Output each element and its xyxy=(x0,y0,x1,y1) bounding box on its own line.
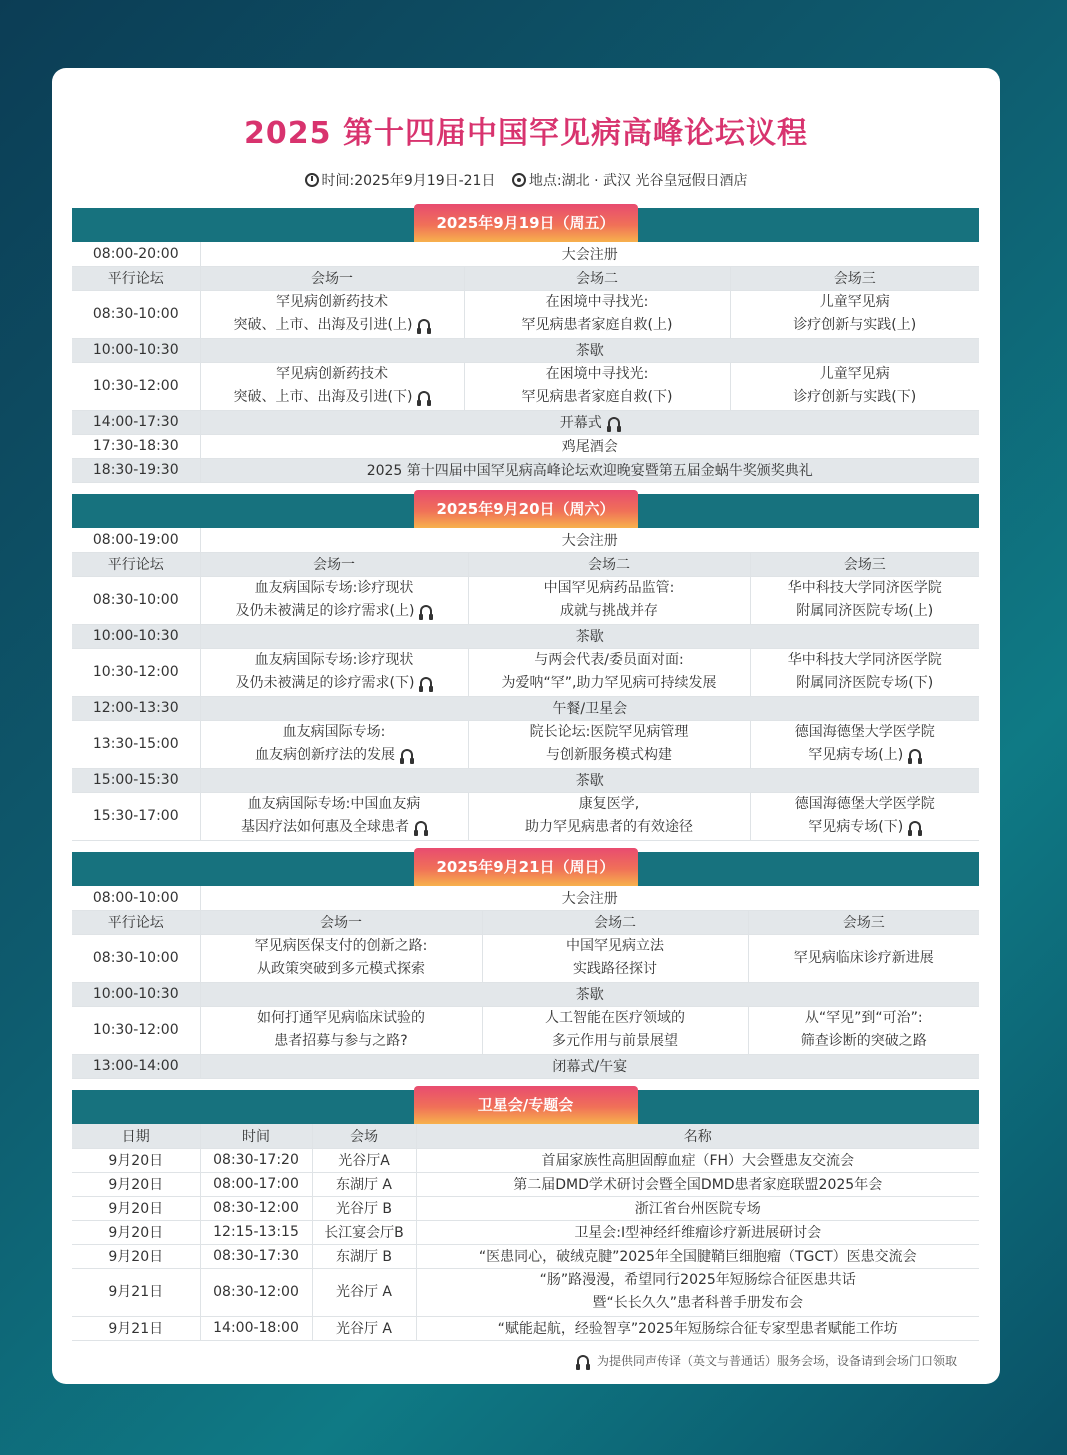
session-cell: 罕见病医保支付的创新之路: 从政策突破到多元模式探索 xyxy=(200,934,482,982)
event-time: 时间:2025年9月19日-21日 xyxy=(305,173,496,189)
day2-tag: 2025年9月20日（周六） xyxy=(414,490,638,528)
table-row: 9月20日 08:30-17:20 光谷厅A 首届家族性高胆固醇血症（FH）大会暨患友交流会 xyxy=(72,1148,979,1172)
time-cell: 14:00-17:30 xyxy=(72,410,200,434)
session-cell: 鸡尾酒会 xyxy=(200,434,979,458)
location-icon xyxy=(512,173,526,187)
header-cell: 会场一 xyxy=(200,266,464,290)
header-cell: 会场一 xyxy=(200,910,482,934)
header-cell: 会场一 xyxy=(200,552,468,576)
time-cell: 10:30-12:00 xyxy=(72,362,200,410)
session-cell: 血友病国际专场:诊疗现状 及仍未被满足的诊疗需求(上) xyxy=(200,576,468,624)
session-cell: 在困境中寻找光: 罕见病患者家庭自救(下) xyxy=(464,362,730,410)
header-cell: 会场 xyxy=(312,1124,416,1148)
day2-band xyxy=(72,494,979,528)
header-cell: 平行论坛 xyxy=(72,910,200,934)
break-cell: 茶歇 xyxy=(200,624,979,648)
footnote: 为提供同声传译（英文与普通话）服务会场，设备请到会场门口领取 xyxy=(72,1352,979,1369)
headphone-icon xyxy=(401,749,413,760)
table-row: 9月21日 14:00-18:00 光谷厅 A “赋能起航，经验智享”2025年短肠综合征专家型患者赋能工作坊 xyxy=(72,1316,979,1340)
header-cell: 名称 xyxy=(416,1124,979,1148)
session-cell: 华中科技大学同济医学院 附属同济医院专场(下) xyxy=(750,648,979,696)
day2-table xyxy=(72,528,979,841)
session-cell: 院长论坛:医院罕见病管理 与创新服务模式构建 xyxy=(468,720,750,768)
time-cell: 08:30-10:00 xyxy=(72,934,200,982)
header-cell: 时间 xyxy=(200,1124,312,1148)
session-cell: 与两会代表/委员面对面: 为爱呐“罕”,助力罕见病可持续发展 xyxy=(468,648,750,696)
time-cell: 08:00-10:00 xyxy=(72,886,200,910)
headphone-icon xyxy=(418,319,430,330)
headphone-icon xyxy=(909,821,921,832)
session-cell: 罕见病临床诊疗新进展 xyxy=(748,934,979,982)
session-cell: 康复医学, 助力罕见病患者的有效途径 xyxy=(468,792,750,840)
time-cell: 10:00-10:30 xyxy=(72,338,200,362)
session-cell: 德国海德堡大学医学院 罕见病专场(下) xyxy=(750,792,979,840)
time-cell: 10:30-12:00 xyxy=(72,648,200,696)
session-cell: 人工智能在医疗领域的 多元作用与前景展望 xyxy=(482,1006,748,1054)
time-cell: 15:00-15:30 xyxy=(72,768,200,792)
event-info xyxy=(52,170,1000,190)
day3-band xyxy=(72,852,979,886)
satellite-tag: 卫星会/专题会 xyxy=(414,1086,638,1124)
session-cell: 在困境中寻找光: 罕见病患者家庭自救(上) xyxy=(464,290,730,338)
headphone-icon xyxy=(415,821,427,832)
headphone-icon xyxy=(577,1355,589,1366)
day3-tag: 2025年9月21日（周日） xyxy=(414,848,638,886)
session-cell: 血友病国际专场:中国血友病 基因疗法如何惠及全球患者 xyxy=(200,792,468,840)
time-cell: 10:00-10:30 xyxy=(72,624,200,648)
header-cell: 会场二 xyxy=(482,910,748,934)
time-cell: 17:30-18:30 xyxy=(72,434,200,458)
headphone-icon xyxy=(909,749,921,760)
header-cell: 会场三 xyxy=(730,266,979,290)
header-cell: 会场三 xyxy=(750,552,979,576)
header-cell: 会场二 xyxy=(464,266,730,290)
break-cell: 茶歇 xyxy=(200,768,979,792)
event-place: 地点:湖北 · 武汉 光谷皇冠假日酒店 xyxy=(512,173,748,189)
time-cell: 13:30-15:00 xyxy=(72,720,200,768)
time-cell: 08:30-10:00 xyxy=(72,290,200,338)
session-cell: 血友病国际专场: 血友病创新疗法的发展 xyxy=(200,720,468,768)
header-cell: 会场二 xyxy=(468,552,750,576)
day1-tag: 2025年9月19日（周五） xyxy=(414,204,638,242)
session-cell: 大会注册 xyxy=(200,886,979,910)
session-cell: 大会注册 xyxy=(200,528,979,552)
header-cell: 平行论坛 xyxy=(72,266,200,290)
session-cell: 大会注册 xyxy=(200,242,979,266)
session-cell: 中国罕见病立法 实践路径探讨 xyxy=(482,934,748,982)
table-row: 9月20日 08:30-12:00 光谷厅 B 浙江省台州医院专场 xyxy=(72,1196,979,1220)
session-cell: 如何打通罕见病临床试验的 患者招募与参与之路? xyxy=(200,1006,482,1054)
session-cell: 中国罕见病药品监管: 成就与挑战并存 xyxy=(468,576,750,624)
time-cell: 10:30-12:00 xyxy=(72,1006,200,1054)
session-cell: 华中科技大学同济医学院 附属同济医院专场(上) xyxy=(750,576,979,624)
break-cell: 茶歇 xyxy=(200,338,979,362)
day1-band xyxy=(72,208,979,242)
headphone-icon xyxy=(418,391,430,402)
time-cell: 10:00-10:30 xyxy=(72,982,200,1006)
headphone-icon xyxy=(608,417,620,428)
satellite-table xyxy=(72,1124,979,1341)
day3-section xyxy=(72,852,979,1079)
time-cell: 08:00-20:00 xyxy=(72,242,200,266)
time-cell: 15:30-17:00 xyxy=(72,792,200,840)
time-cell: 08:00-19:00 xyxy=(72,528,200,552)
session-cell: 2025 第十四届中国罕见病高峰论坛欢迎晚宴暨第五届金蜗牛奖颁奖典礼 xyxy=(200,458,979,482)
break-cell: 午餐/卫星会 xyxy=(200,696,979,720)
table-row: 9月20日 08:30-17:30 东湖厅 B “医患同心，破绒克腱”2025年全国腱鞘巨细胞瘤（TGCT）医患交流会 xyxy=(72,1244,979,1268)
day3-table xyxy=(72,886,979,1079)
session-cell: 从“罕见”到“可治”: 筛查诊断的突破之路 xyxy=(748,1006,979,1054)
agenda-card xyxy=(52,68,1000,1384)
header-cell: 会场三 xyxy=(748,910,979,934)
time-cell: 18:30-19:30 xyxy=(72,458,200,482)
day1-section xyxy=(72,208,979,483)
headphone-icon xyxy=(420,605,432,616)
session-cell: 儿童罕见病 诊疗创新与实践(上) xyxy=(730,290,979,338)
session-cell: 闭幕式/午宴 xyxy=(200,1054,979,1078)
page-title: 2025 第十四届中国罕见病高峰论坛议程 xyxy=(244,116,808,151)
satellite-band xyxy=(72,1090,979,1124)
day1-table xyxy=(72,242,979,483)
table-row: 9月20日 12:15-13:15 长江宴会厅B 卫星会:I型神经纤维瘤诊疗新进展研讨会 xyxy=(72,1220,979,1244)
header-cell: 平行论坛 xyxy=(72,552,200,576)
satellite-section xyxy=(72,1090,979,1341)
time-cell: 08:30-10:00 xyxy=(72,576,200,624)
session-cell: 罕见病创新药技术 突破、上市、出海及引进(上) xyxy=(200,290,464,338)
session-cell: 开幕式 xyxy=(200,410,979,434)
day2-section xyxy=(72,494,979,841)
session-cell: 罕见病创新药技术 突破、上市、出海及引进(下) xyxy=(200,362,464,410)
session-cell: 儿童罕见病 诊疗创新与实践(下) xyxy=(730,362,979,410)
time-cell: 12:00-13:30 xyxy=(72,696,200,720)
time-cell: 13:00-14:00 xyxy=(72,1054,200,1078)
session-cell: 血友病国际专场:诊疗现状 及仍未被满足的诊疗需求(下) xyxy=(200,648,468,696)
headphone-icon xyxy=(420,677,432,688)
clock-icon xyxy=(305,173,319,187)
session-cell: 德国海德堡大学医学院 罕见病专场(上) xyxy=(750,720,979,768)
header-cell: 日期 xyxy=(72,1124,200,1148)
table-row: 9月21日 08:30-12:00 光谷厅 A “肠”路漫漫，希望同行2025年短肠综合征医患共话 暨“长长久久”患者科普手册发布会 xyxy=(72,1268,979,1316)
break-cell: 茶歇 xyxy=(200,982,979,1006)
table-row: 9月20日 08:00-17:00 东湖厅 A 第二届DMD学术研讨会暨全国DMD患者家庭联盟2025年会 xyxy=(72,1172,979,1196)
